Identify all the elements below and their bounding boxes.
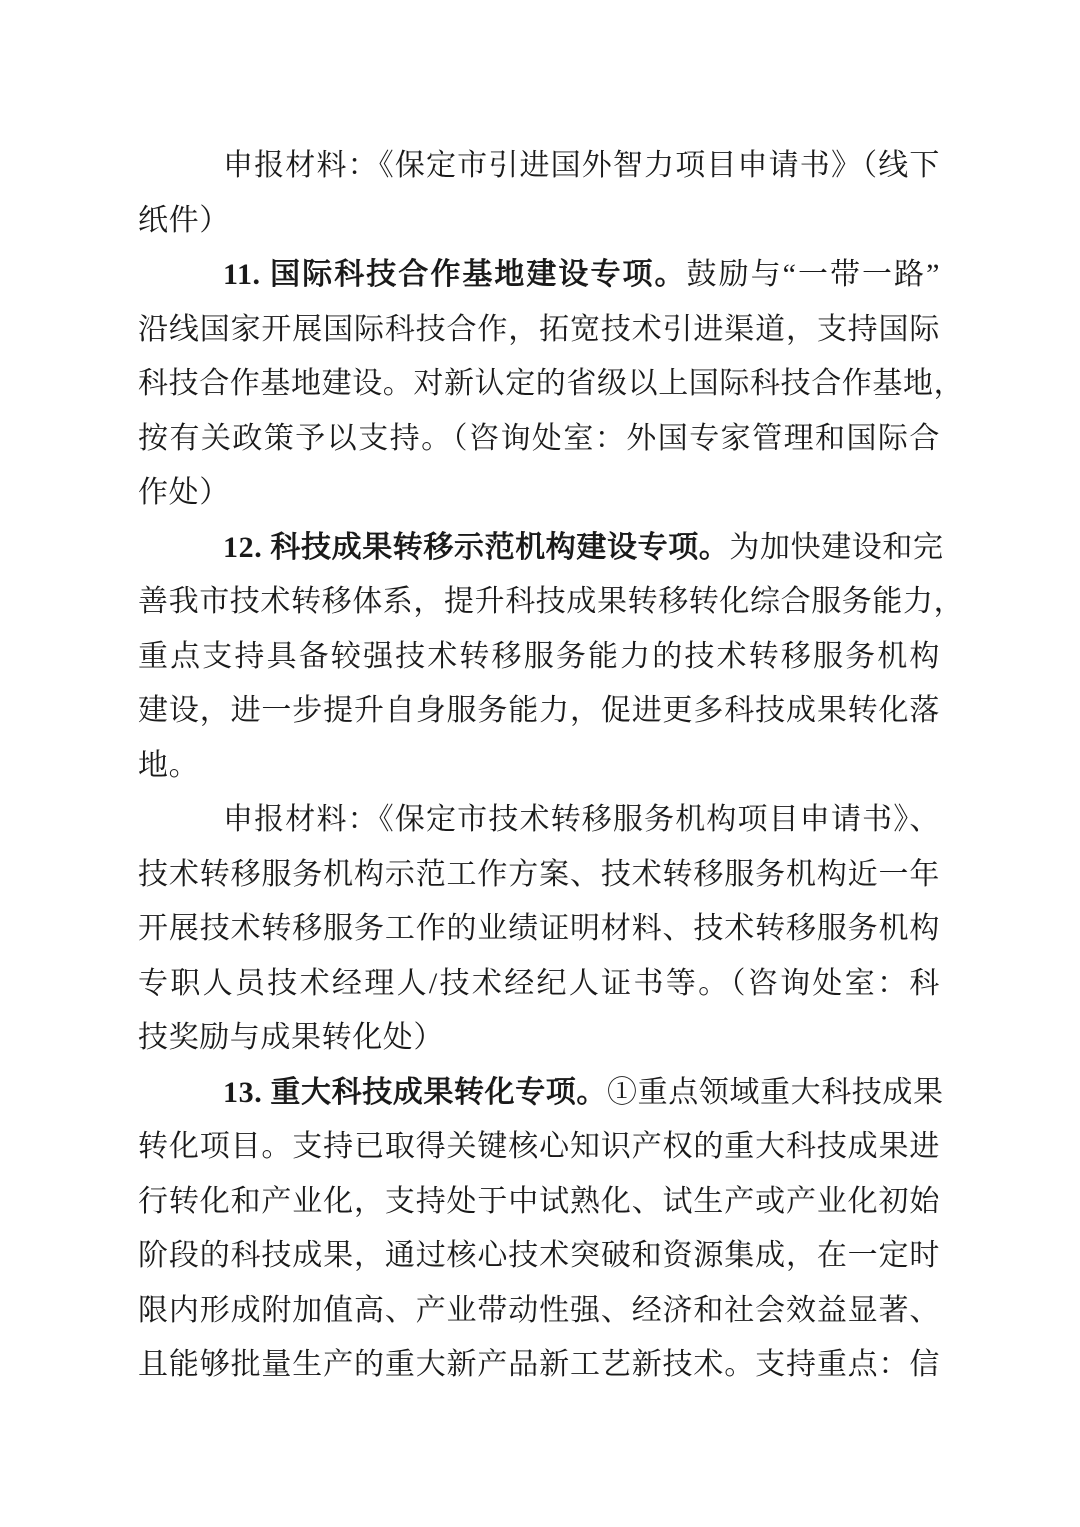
- text-line: [138, 575, 965, 630]
- text-line: [138, 466, 940, 521]
- body-text-segment: 为加快建设和完: [729, 530, 944, 564]
- body-text-segment: 技奖励与成果转化处）: [138, 1021, 444, 1054]
- body-text-segment: 且能够批量生产的重大新产品新工艺新技术。支持重点：信: [138, 1348, 940, 1381]
- text-line: [138, 1120, 940, 1175]
- body-text-segment: 善我市技术转移体系，提升科技成果转移转化综合服务能力，: [138, 585, 965, 618]
- text-line: [138, 248, 940, 303]
- body-text-segment: 重点支持具备较强技术转移服务能力的技术转移服务机构: [138, 639, 940, 673]
- text-line: [138, 1284, 940, 1339]
- text-line: [138, 1011, 940, 1066]
- text-line: [138, 303, 940, 358]
- heading-text-segment: 11. 国际科技合作基地建设专项。: [223, 258, 687, 291]
- body-text-segment: 行转化和产业化，支持处于中试熟化、试生产或产业化初始: [138, 1184, 940, 1218]
- body-text-segment: 科技合作基地建设。对新认定的省级以上国际科技合作基地，: [138, 367, 965, 400]
- body-text-segment: 转化项目。支持已取得关键核心知识产权的重大科技成果进: [138, 1130, 940, 1163]
- text-line: [138, 1338, 940, 1393]
- body-text-segment: 作处）: [138, 476, 230, 509]
- body-text-segment: 沿线国家开展国际科技合作，拓宽技术引进渠道，支持国际: [138, 312, 940, 346]
- text-line: [138, 793, 940, 848]
- text-line: [138, 684, 940, 739]
- body-text-segment: 开展技术转移服务工作的业绩证明材料、技术转移服务机构: [138, 912, 940, 945]
- text-line: [138, 848, 940, 903]
- body-text-segment: 阶段的科技成果，通过核心技术突破和资源集成，在一定时: [138, 1239, 940, 1272]
- text-line: [138, 1229, 940, 1284]
- heading-text-segment: 12. 科技成果转移示范机构建设专项。: [223, 530, 730, 564]
- body-text-segment: 建设，进一步提升自身服务能力，促进更多科技成果转化落: [138, 694, 940, 727]
- body-text-segment: 纸件）: [138, 203, 230, 237]
- text-line: [138, 412, 940, 467]
- body-text-segment: 按有关政策予以支持。（咨询处室：外国专家管理和国际合: [138, 421, 940, 455]
- body-text-segment: 地。: [138, 748, 200, 782]
- body-text-segment: 鼓励与“一带一路”: [686, 258, 941, 291]
- text-line: [138, 739, 940, 794]
- text-line: [138, 630, 940, 685]
- text-line: [138, 957, 940, 1012]
- text-line: [138, 1066, 944, 1121]
- text-line: [138, 139, 940, 194]
- body-text-segment: ①重点领域重大科技成果: [607, 1075, 944, 1109]
- body-text-segment: 申报材料：《保定市引进国外智力项目申请书》（线下: [223, 149, 940, 182]
- text-line: [138, 521, 944, 576]
- text-line: [138, 1175, 940, 1230]
- text-line: [138, 357, 965, 412]
- body-text-segment: 限内形成附加值高、产业带动性强、经济和社会效益显著、: [138, 1293, 940, 1327]
- text-line: [138, 902, 940, 957]
- body-text-segment: 技术转移服务机构示范工作方案、技术转移服务机构近一年: [138, 857, 940, 891]
- body-text-segment: 申报材料：《保定市技术转移服务机构项目申请书》、: [223, 803, 940, 836]
- heading-text-segment: 13. 重大科技成果转化专项。: [223, 1075, 607, 1109]
- text-line: [138, 194, 940, 249]
- body-text-segment: 专职人员技术经理人/技术经纪人证书等。（咨询处室：科: [138, 966, 940, 1000]
- document-body: [138, 139, 965, 1393]
